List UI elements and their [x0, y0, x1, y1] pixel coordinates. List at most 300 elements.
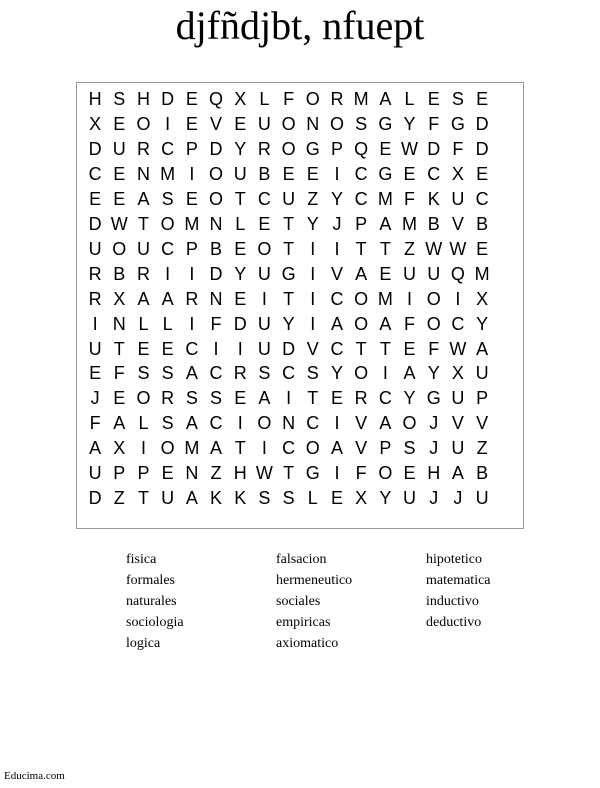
- grid-letter: O: [378, 463, 393, 484]
- grid-letter: C: [475, 188, 489, 209]
- grid-letter: O: [136, 388, 151, 409]
- word-list-column: [126, 549, 266, 654]
- grid-letter: E: [379, 138, 392, 159]
- grid-letter: F: [428, 113, 440, 134]
- grid-letter: I: [455, 288, 461, 309]
- grid-letter: V: [476, 413, 489, 434]
- grid-letter: E: [89, 188, 102, 209]
- grid-letter: C: [88, 163, 102, 184]
- grid-letter: O: [209, 163, 224, 184]
- grid-letter: C: [161, 238, 175, 259]
- grid-letter: F: [210, 313, 222, 334]
- grid-letter: R: [136, 263, 150, 284]
- grid-letter: T: [137, 213, 149, 234]
- footer-credit: Educima.com: [4, 770, 65, 782]
- grid-letter: C: [330, 338, 344, 359]
- grid-row: [83, 162, 519, 187]
- grid-letter: O: [329, 113, 344, 134]
- grid-row: [83, 112, 519, 137]
- grid-letter: R: [161, 388, 175, 409]
- word-list-item: matematica: [426, 573, 491, 588]
- grid-letter: Y: [234, 138, 247, 159]
- grid-letter: T: [113, 338, 125, 359]
- word-list-column: [426, 549, 566, 633]
- grid-letter: C: [451, 313, 465, 334]
- grid-letter: U: [257, 263, 271, 284]
- grid-letter: Y: [330, 188, 343, 209]
- grid-letter: I: [334, 238, 340, 259]
- grid-letter: L: [259, 89, 270, 109]
- grid-letter: I: [407, 288, 413, 309]
- grid-letter: E: [306, 163, 319, 184]
- grid-row: [83, 361, 519, 386]
- grid-letter: E: [330, 488, 343, 509]
- grid-letter: P: [476, 388, 489, 409]
- grid-letter: P: [330, 138, 343, 159]
- grid-letter: V: [451, 413, 464, 434]
- grid-letter: U: [403, 263, 417, 284]
- grid-letter: C: [354, 188, 368, 209]
- grid-letter: E: [113, 113, 126, 134]
- grid-letter: Z: [307, 188, 319, 209]
- grid-letter: S: [403, 438, 416, 459]
- grid-letter: J: [332, 213, 342, 234]
- grid-letter: Y: [306, 213, 319, 234]
- grid-letter: Y: [476, 313, 489, 334]
- grid-letter: C: [427, 163, 441, 184]
- grid-letter: I: [310, 288, 316, 309]
- grid-letter: T: [283, 463, 295, 484]
- grid-letter: E: [379, 263, 392, 284]
- grid-letter: Y: [403, 388, 416, 409]
- grid-letter: Q: [354, 138, 369, 159]
- grid-letter: C: [161, 138, 175, 159]
- grid-letter: U: [475, 488, 489, 509]
- grid-letter: I: [140, 438, 146, 459]
- grid-row: [83, 411, 519, 436]
- grid-letter: A: [185, 488, 198, 509]
- grid-letter: T: [283, 213, 295, 234]
- grid-letter: W: [110, 213, 128, 234]
- grid-letter: I: [286, 388, 292, 409]
- word-list-item: formales: [126, 573, 175, 588]
- grid-letter: E: [185, 188, 198, 209]
- grid-letter: O: [281, 138, 296, 159]
- grid-letter: G: [378, 113, 393, 134]
- word-list-item: sociales: [276, 594, 321, 609]
- grid-letter: C: [185, 338, 199, 359]
- grid-letter: Q: [450, 263, 465, 284]
- grid-letter: G: [378, 163, 393, 184]
- grid-letter: V: [355, 438, 368, 459]
- page-title: djfñdjbt, nfuept: [175, 3, 425, 48]
- grid-letter: M: [377, 288, 393, 309]
- grid-letter: A: [403, 363, 416, 384]
- word-list-item: hipotetico: [426, 552, 482, 567]
- grid-letter: I: [334, 463, 340, 484]
- grid-row: [83, 337, 519, 362]
- grid-letter: X: [451, 163, 464, 184]
- grid-letter: I: [189, 163, 195, 184]
- grid-letter: E: [113, 188, 126, 209]
- grid-letter: S: [258, 363, 271, 384]
- grid-letter: I: [334, 413, 340, 434]
- grid-letter: E: [427, 89, 440, 109]
- grid-letter: I: [165, 263, 171, 284]
- grid-letter: O: [426, 313, 441, 334]
- grid-letter: S: [355, 113, 368, 134]
- grid-letter: A: [258, 388, 271, 409]
- grid-letter: A: [451, 463, 464, 484]
- grid-letter: T: [283, 238, 295, 259]
- grid-letter: E: [234, 238, 247, 259]
- grid-letter: I: [189, 263, 195, 284]
- grid-letter: L: [404, 89, 415, 109]
- grid-letter: D: [88, 488, 102, 509]
- grid-letter: O: [305, 89, 320, 109]
- grid-letter: Y: [379, 488, 392, 509]
- word-list-item: deductivo: [426, 615, 482, 630]
- grid-letter: E: [137, 338, 150, 359]
- grid-letter: K: [427, 188, 440, 209]
- grid-letter: A: [379, 413, 392, 434]
- grid-letter: G: [426, 388, 441, 409]
- grid-letter: C: [354, 163, 368, 184]
- grid-letter: F: [452, 138, 464, 159]
- grid-letter: O: [257, 413, 272, 434]
- grid-letter: U: [257, 113, 271, 134]
- grid-letter: E: [161, 338, 174, 359]
- grid-letter: S: [137, 363, 150, 384]
- grid-letter: L: [138, 313, 149, 334]
- grid-letter: S: [306, 363, 319, 384]
- word-list-item: axiomatico: [276, 636, 339, 651]
- grid-letter: R: [88, 263, 102, 284]
- grid-letter: P: [137, 463, 150, 484]
- grid-letter: O: [281, 113, 296, 134]
- grid-letter: S: [161, 363, 174, 384]
- word-list-item: inductivo: [426, 594, 479, 609]
- grid-letter: K: [210, 488, 223, 509]
- grid-letter: Y: [330, 363, 343, 384]
- grid-letter: C: [282, 438, 296, 459]
- grid-letter: P: [185, 238, 198, 259]
- grid-letter: E: [258, 213, 271, 234]
- grid-letter: U: [112, 138, 126, 159]
- grid-letter: A: [379, 213, 392, 234]
- grid-letter: S: [161, 413, 174, 434]
- grid-letter: D: [209, 263, 223, 284]
- grid-letter: E: [234, 288, 247, 309]
- grid-letter: X: [89, 113, 102, 134]
- grid-letter: I: [382, 363, 388, 384]
- grid-row: [83, 386, 519, 411]
- grid-row: [83, 137, 519, 162]
- grid-letter: B: [427, 213, 440, 234]
- grid-letter: O: [354, 363, 369, 384]
- grid-row: [83, 212, 519, 237]
- grid-letter: D: [88, 138, 102, 159]
- grid-letter: L: [138, 413, 149, 434]
- grid-letter: U: [88, 338, 102, 359]
- grid-letter: N: [136, 163, 150, 184]
- grid-letter: F: [404, 313, 416, 334]
- grid-letter: D: [282, 338, 296, 359]
- grid-letter: L: [307, 488, 318, 509]
- grid-letter: O: [160, 213, 175, 234]
- grid-letter: Y: [234, 263, 247, 284]
- grid-letter: P: [379, 438, 392, 459]
- grid-letter: B: [258, 163, 271, 184]
- grid-letter: T: [234, 438, 246, 459]
- grid-letter: O: [112, 238, 127, 259]
- grid-letter: J: [429, 438, 439, 459]
- grid-letter: E: [476, 89, 489, 109]
- grid-letter: G: [450, 113, 465, 134]
- grid-letter: M: [402, 213, 418, 234]
- grid-letter: E: [161, 463, 174, 484]
- grid-letter: F: [89, 413, 101, 434]
- grid-letter: T: [234, 188, 246, 209]
- grid-letter: H: [88, 89, 102, 109]
- grid-letter: S: [113, 89, 126, 109]
- grid-letter: B: [476, 213, 489, 234]
- grid-letter: I: [334, 163, 340, 184]
- grid-letter: I: [165, 113, 171, 134]
- word-list-item: fisica: [126, 552, 157, 567]
- grid-letter: M: [353, 89, 369, 109]
- grid-letter: J: [429, 413, 439, 434]
- grid-letter: N: [209, 288, 223, 309]
- grid-letter: N: [209, 213, 223, 234]
- grid-letter: W: [449, 238, 467, 259]
- grid-letter: E: [403, 163, 416, 184]
- grid-letter: T: [379, 238, 391, 259]
- grid-letter: R: [257, 138, 271, 159]
- word-list-item: sociologia: [126, 615, 184, 630]
- grid-letter: I: [213, 338, 219, 359]
- grid-letter: D: [475, 138, 489, 159]
- grid-letter: S: [210, 388, 223, 409]
- grid-letter: C: [209, 413, 223, 434]
- grid-row: [83, 187, 519, 212]
- word-list-item: naturales: [126, 594, 177, 609]
- grid-letter: E: [476, 163, 489, 184]
- grid-letter: D: [209, 138, 223, 159]
- grid-letter: Z: [476, 438, 488, 459]
- grid-letter: D: [475, 113, 489, 134]
- grid-letter: B: [476, 463, 489, 484]
- grid-letter: K: [234, 488, 247, 509]
- grid-letter: R: [185, 288, 199, 309]
- grid-letter: U: [427, 263, 441, 284]
- grid-letter: U: [161, 488, 175, 509]
- grid-letter: I: [261, 288, 267, 309]
- grid-row: [83, 461, 519, 486]
- grid-letter: U: [136, 238, 150, 259]
- word-list-item: hermeneutico: [276, 573, 353, 588]
- grid-letter: A: [476, 338, 489, 359]
- grid-letter: X: [234, 89, 247, 109]
- grid-letter: T: [355, 338, 367, 359]
- word-list-item: empiricas: [276, 615, 331, 630]
- grid-letter: D: [427, 138, 441, 159]
- grid-letter: U: [88, 463, 102, 484]
- grid-row: [83, 262, 519, 287]
- grid-row: [83, 237, 519, 262]
- grid-letter: I: [92, 313, 98, 334]
- grid-letter: M: [377, 188, 393, 209]
- grid-letter: I: [310, 263, 316, 284]
- grid-letter: S: [258, 488, 271, 509]
- grid-letter: U: [88, 238, 102, 259]
- grid-letter: E: [403, 338, 416, 359]
- word-list-item: falsacion: [276, 552, 327, 567]
- grid-letter: H: [136, 89, 150, 109]
- grid-letter: V: [210, 113, 223, 134]
- grid-letter: T: [307, 388, 319, 409]
- grid-letter: A: [137, 288, 150, 309]
- grid-letter: R: [88, 288, 102, 309]
- grid-row: [83, 287, 519, 312]
- grid-letter: E: [476, 238, 489, 259]
- grid-letter: Y: [282, 313, 295, 334]
- grid-letter: A: [355, 263, 368, 284]
- grid-letter: O: [354, 288, 369, 309]
- grid-letter: S: [451, 89, 464, 109]
- grid-letter: S: [185, 388, 198, 409]
- grid-letter: S: [161, 188, 174, 209]
- grid-letter: T: [283, 288, 295, 309]
- grid-letter: R: [233, 363, 247, 384]
- grid-letter: E: [282, 163, 295, 184]
- grid-letter: I: [310, 313, 316, 334]
- grid-letter: A: [330, 438, 343, 459]
- grid-letter: L: [162, 313, 173, 334]
- grid-letter: V: [306, 338, 319, 359]
- grid-letter: C: [330, 288, 344, 309]
- grid-letter: P: [113, 463, 126, 484]
- grid-letter: Z: [210, 463, 222, 484]
- grid-letter: X: [451, 363, 464, 384]
- grid-letter: N: [306, 113, 320, 134]
- grid-letter: I: [189, 313, 195, 334]
- grid-letter: B: [113, 263, 126, 284]
- grid-letter: O: [305, 438, 320, 459]
- grid-letter: V: [330, 263, 343, 284]
- grid-letter: C: [378, 388, 392, 409]
- word-list: [126, 549, 526, 659]
- grid-letter: O: [257, 238, 272, 259]
- grid-letter: O: [402, 413, 417, 434]
- grid-letter: A: [379, 89, 392, 109]
- grid-letter: O: [426, 288, 441, 309]
- grid-letter: U: [257, 338, 271, 359]
- grid-letter: G: [305, 138, 320, 159]
- grid-letter: T: [355, 238, 367, 259]
- grid-letter: O: [354, 313, 369, 334]
- grid-letter: U: [475, 363, 489, 384]
- grid-letter: E: [185, 89, 198, 109]
- grid-letter: A: [89, 438, 102, 459]
- grid-letter: U: [233, 163, 247, 184]
- grid-letter: Z: [404, 238, 416, 259]
- grid-letter: O: [160, 438, 175, 459]
- grid-letter: A: [185, 363, 198, 384]
- grid-letter: A: [185, 413, 198, 434]
- grid-letter: D: [233, 313, 247, 334]
- grid-letter: U: [282, 188, 296, 209]
- grid-letter: I: [261, 438, 267, 459]
- grid-letter: C: [257, 188, 271, 209]
- grid-letter: H: [233, 463, 247, 484]
- grid-letter: N: [282, 413, 296, 434]
- grid-letter: I: [237, 338, 243, 359]
- word-list-column: [276, 549, 416, 654]
- grid-row: [83, 436, 519, 461]
- grid-letter: G: [305, 463, 320, 484]
- grid-letter: X: [113, 438, 126, 459]
- grid-letter: C: [209, 363, 223, 384]
- grid-letter: F: [428, 338, 440, 359]
- grid-letter: Y: [427, 363, 440, 384]
- grid-letter: U: [257, 313, 271, 334]
- grid-letter: M: [184, 438, 200, 459]
- grid-letter: E: [89, 363, 102, 384]
- word-search-grid: [76, 82, 524, 529]
- grid-letter: P: [355, 213, 368, 234]
- grid-letter: L: [235, 213, 246, 234]
- grid-letter: A: [379, 313, 392, 334]
- grid-letter: R: [330, 89, 344, 109]
- grid-letter: M: [184, 213, 200, 234]
- grid-letter: P: [185, 138, 198, 159]
- grid-letter: Z: [113, 488, 125, 509]
- grid-letter: C: [282, 363, 296, 384]
- grid-letter: W: [401, 138, 419, 159]
- grid-letter: J: [429, 488, 439, 509]
- grid-letter: E: [113, 388, 126, 409]
- grid-letter: U: [451, 438, 465, 459]
- grid-letter: O: [209, 188, 224, 209]
- grid-letter: F: [404, 188, 416, 209]
- grid-letter: U: [451, 388, 465, 409]
- grid-letter: A: [113, 413, 126, 434]
- grid-letter: E: [234, 113, 247, 134]
- grid-letter: W: [449, 338, 467, 359]
- grid-letter: B: [210, 238, 223, 259]
- grid-letter: A: [330, 313, 343, 334]
- grid-letter: R: [136, 138, 150, 159]
- grid-letter: N: [112, 313, 126, 334]
- grid-row: [83, 486, 519, 511]
- grid-letter: E: [185, 113, 198, 134]
- grid-letter: V: [451, 213, 464, 234]
- grid-letter: O: [136, 113, 151, 134]
- grid-row: [83, 87, 519, 112]
- grid-letter: X: [113, 288, 126, 309]
- grid-letter: A: [210, 438, 223, 459]
- grid-letter: W: [255, 463, 273, 484]
- grid-letter: S: [282, 488, 295, 509]
- grid-letter: Y: [403, 113, 416, 134]
- grid-letter: X: [476, 288, 489, 309]
- grid-letter: E: [330, 388, 343, 409]
- grid-letter: U: [403, 488, 417, 509]
- grid-letter: H: [427, 463, 441, 484]
- grid-letter: R: [354, 388, 368, 409]
- grid-letter: M: [160, 163, 176, 184]
